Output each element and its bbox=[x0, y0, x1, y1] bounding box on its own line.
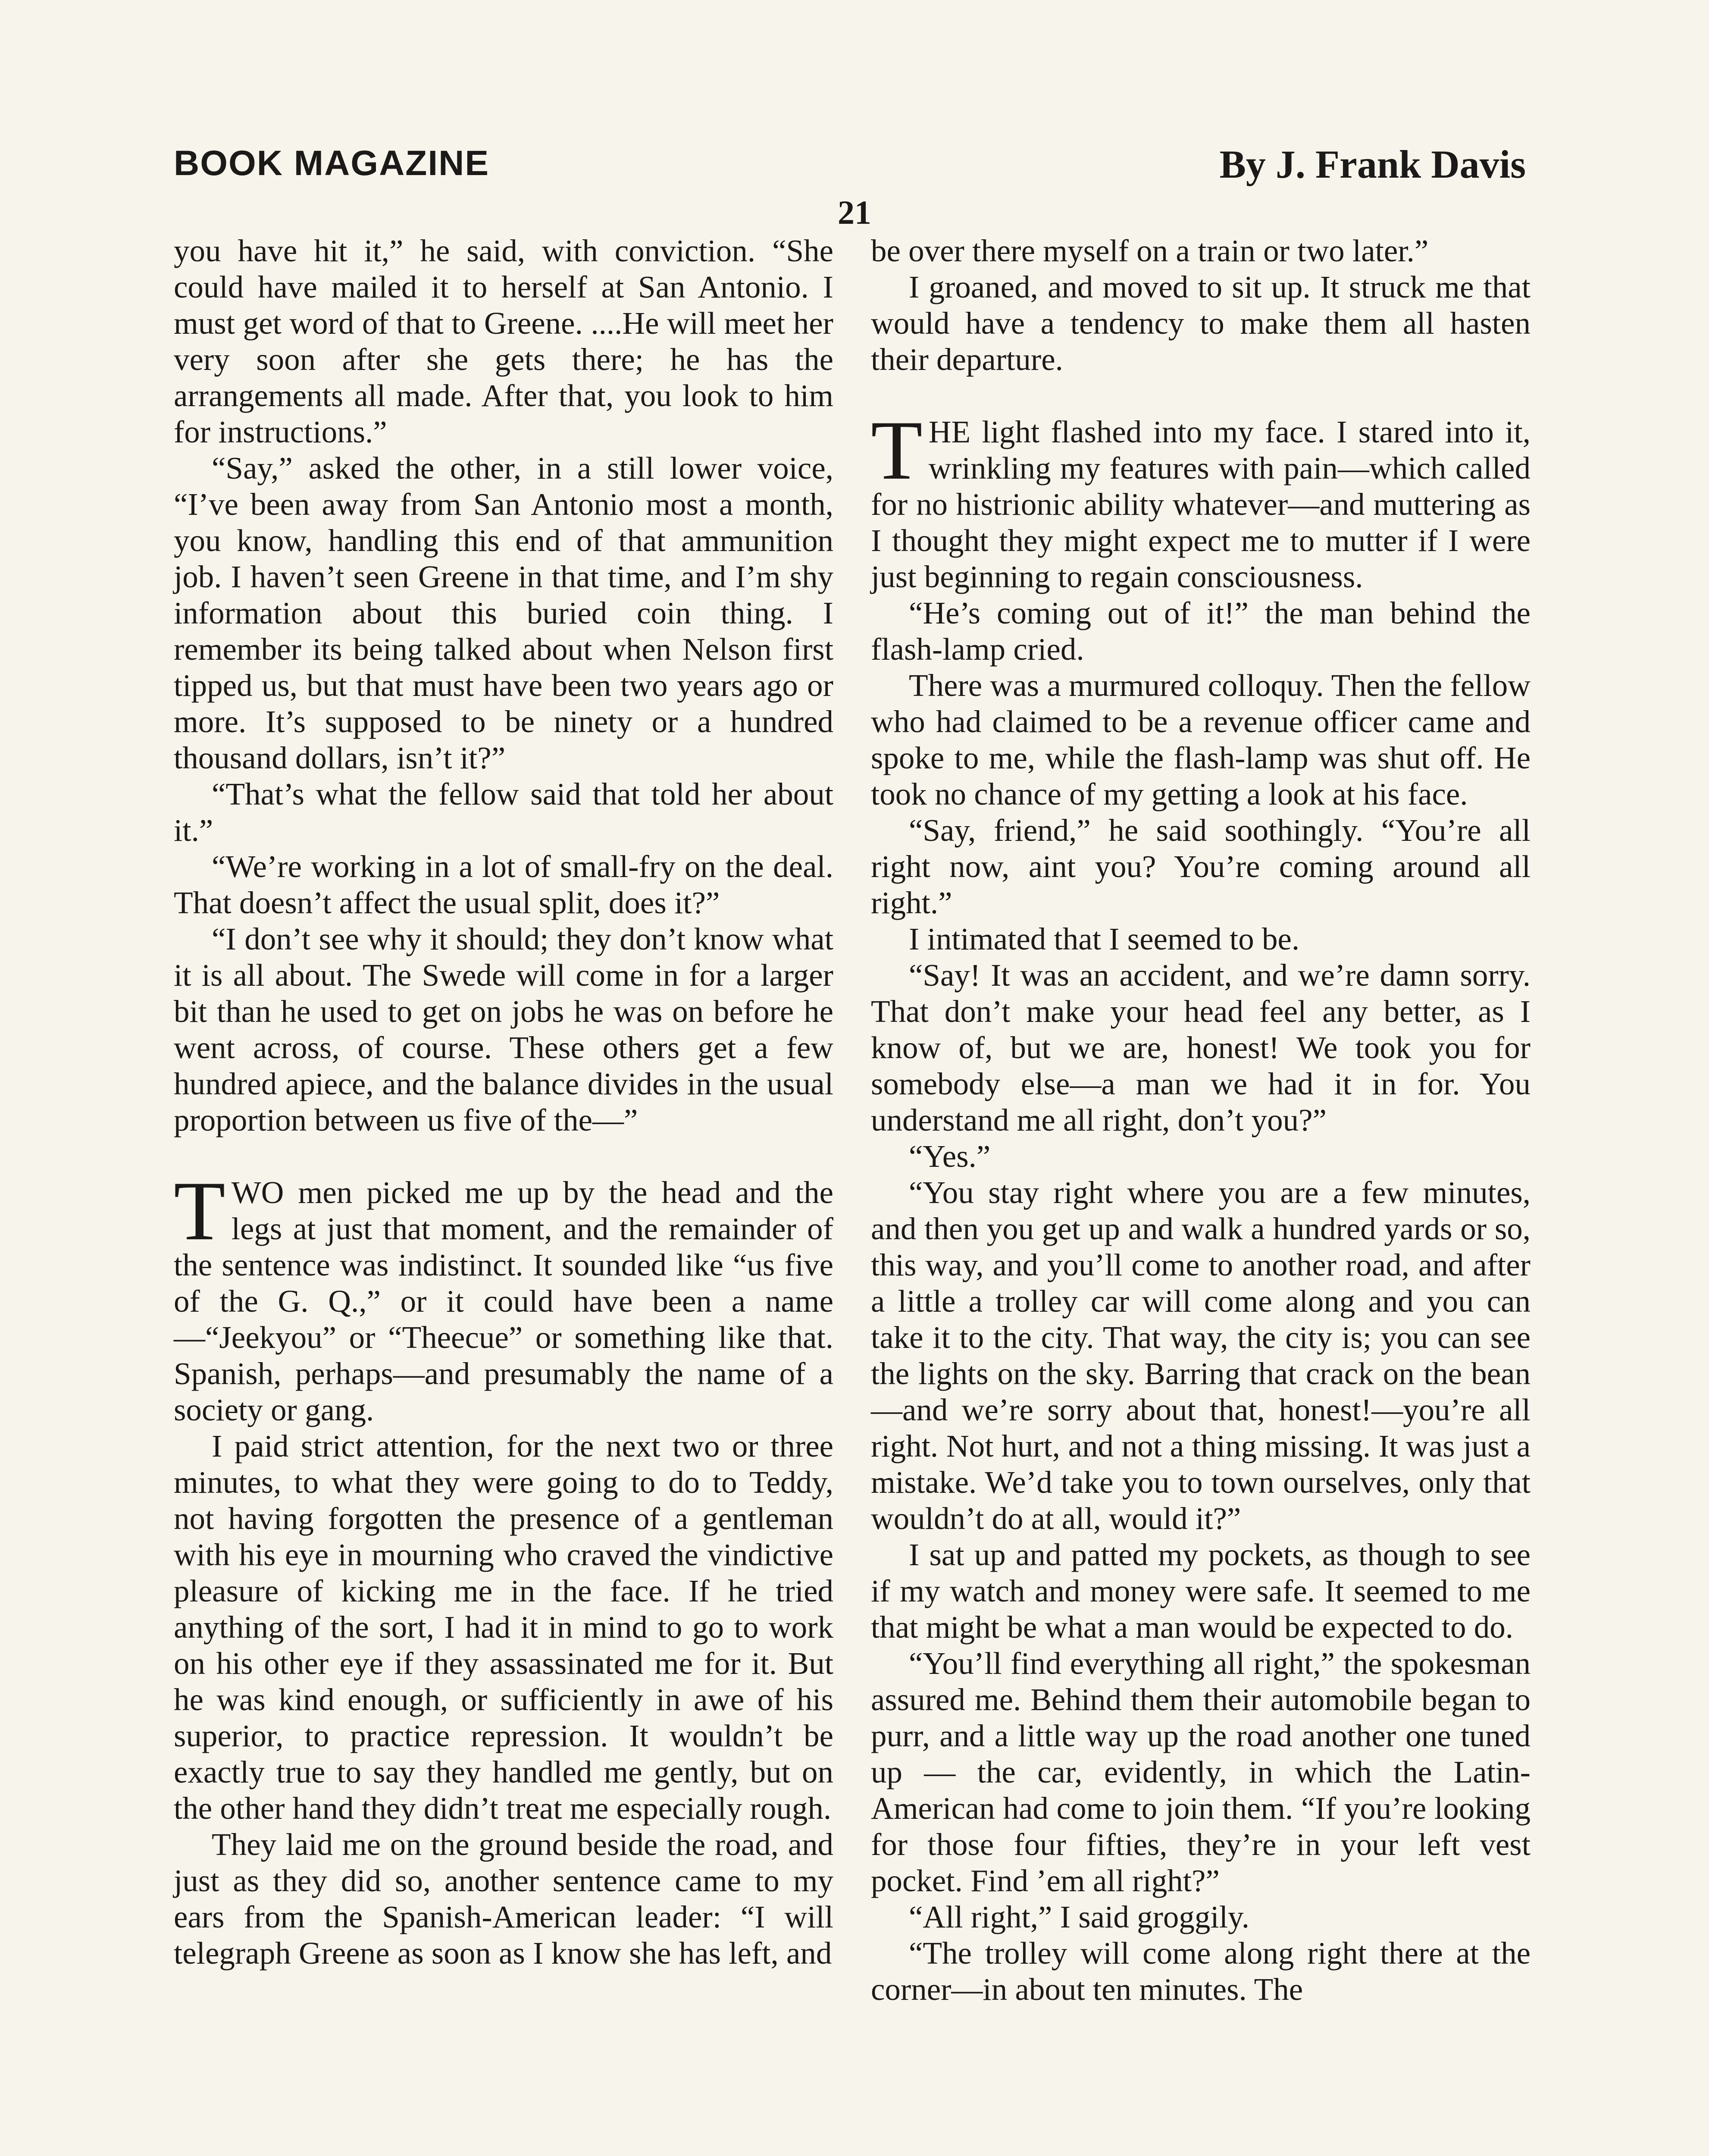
paragraph: “The trolley will come along right there at the corner—in about ten minutes. The bbox=[871, 1936, 1531, 2007]
section-paragraph bbox=[174, 1164, 833, 1428]
running-header-author: By J. Frank Davis bbox=[1219, 142, 1526, 186]
paragraph: They laid me on the ground beside the road, and just as they did so, another sentence came to my ears from the Spanish-American leader: “I will telegraph Greene as soon as I know she has left, and bbox=[174, 1827, 833, 1971]
left-column bbox=[174, 233, 833, 1971]
drop-cap: T bbox=[871, 404, 923, 497]
section-paragraph bbox=[871, 404, 1531, 595]
paragraph: I groaned, and moved to sit up. It struck me that would have a tendency to make them all hasten their departure. bbox=[871, 270, 1531, 377]
paragraph: you have hit it,” he said, with conviction. “She could have mailed it to herself at San Antonio. I must get word of that to Greene. ....He will meet her very soon after she gets there; he has the arrangements all made. After that, you look to him for instructions.” bbox=[174, 233, 833, 449]
paragraph: “Say! It was an accident, and we’re damn sorry. That don’t make your head feel any better, as I know of, but we are, honest! We took you for somebody else—a man we had it in for. You understand me all right, don’t you?” bbox=[871, 958, 1531, 1138]
drop-cap: T bbox=[174, 1164, 225, 1258]
paragraph-text: HE light flashed into my face. I stared into it, wrinkling my features with pain—which called for no histrionic ability whatever—and muttering as I thought they might expect me to mutter if I were just beginning to regain consciousness. bbox=[871, 414, 1531, 594]
paragraph: There was a murmured colloquy. Then the fellow who had claimed to be a revenue officer came and spoke to me, while the flash-lamp was shut off. He took no chance of my getting a look at his face. bbox=[871, 668, 1531, 812]
paragraph: “That’s what the fellow said that told her about it.” bbox=[174, 777, 833, 848]
paragraph: be over there myself on a train or two later.” bbox=[871, 233, 1429, 268]
paragraph: “You stay right where you are a few minutes, and then you get up and walk a hundred yards or so, this way, and you’ll come to another road, and after a little a trolley car will come along and you can take it to the city. That way, the city is; you can see the lights on the sky. Barring that crack on the bean—and we’re sorry about that, honest!—you’re all right. Not hurt, and not a thing missing. It was just a mistake. We’d take you to town ourselves, only that wouldn’t do at all, would it?” bbox=[871, 1175, 1531, 1536]
paragraph: “I don’t see why it should; they don’t know what it is all about. The Swede will come in for a larger bit than he used to get on jobs he was on before he went across, of course. These others get a few hundred apiece, and the balance divides in the usual proportion between us five of the—” bbox=[174, 921, 833, 1138]
paragraph: “Say, friend,” he said soothingly. “You’re all right now, aint you? You’re coming around all right.” bbox=[871, 813, 1531, 920]
paragraph: “Say,” asked the other, in a still lower voice, “I’ve been away from San Antonio most a month, you know, handling this end of that ammunition job. I haven’t seen Greene in that time, and I’m shy information about this buried coin thing. I remember its being talked about when Nelson first tipped us, but that must have been two years ago or more. It’s supposed to be ninety or a hundred thousand dollars, isn’t it?” bbox=[174, 451, 833, 775]
paragraph: I sat up and patted my pockets, as though to see if my watch and money were safe. It seemed to me that might be what a man would be expected to do. bbox=[871, 1537, 1531, 1645]
paragraph: “He’s coming out of it!” the man behind the flash-lamp cried. bbox=[871, 595, 1531, 667]
paragraph-text: WO men picked me up by the head and the legs at just that moment, and the remainder of the sentence was indistinct. It sounded like “us five of the G. Q.,” or it could have been a name—“Jeekyou” or “Theecue” or something like that. Spanish, perhaps—and presumably the name of a society or gang. bbox=[174, 1175, 833, 1427]
running-header-magazine: BOOK MAGAZINE bbox=[174, 144, 490, 183]
paragraph: I paid strict attention, for the next two or three minutes, to what they were going to do to Teddy, not having forgotten the presence of a gentleman with his eye in mourning who craved the vindictive pleasure of kicking me in the face. If he tried anything of the sort, I had it in mind to go to work on his other eye if they assassinated me for it. But he was kind enough, or sufficiently in awe of his superior, to practice repression. It wouldn’t be exactly true to say they handled me gently, but on the other hand they didn’t treat me especially rough. bbox=[174, 1429, 833, 1826]
paragraph: “All right,” I said groggily. bbox=[909, 1899, 1249, 1934]
paragraph: “You’ll find everything all right,” the spokesman assured me. Behind them their automobile began to purr, and a little way up the road another one tuned up — the car, evidently, in which the Latin-American had come to join them. “If you’re looking for those four fifties, they’re in your left vest pocket. Find ’em all right?” bbox=[871, 1646, 1531, 1898]
paragraph: I intimated that I seemed to be. bbox=[909, 921, 1300, 956]
page-number: 21 bbox=[838, 194, 871, 231]
right-column bbox=[871, 233, 1531, 2008]
paragraph: “Yes.” bbox=[909, 1139, 991, 1174]
paragraph: “We’re working in a lot of small-fry on the deal. That doesn’t affect the usual split, does it?” bbox=[174, 849, 833, 920]
